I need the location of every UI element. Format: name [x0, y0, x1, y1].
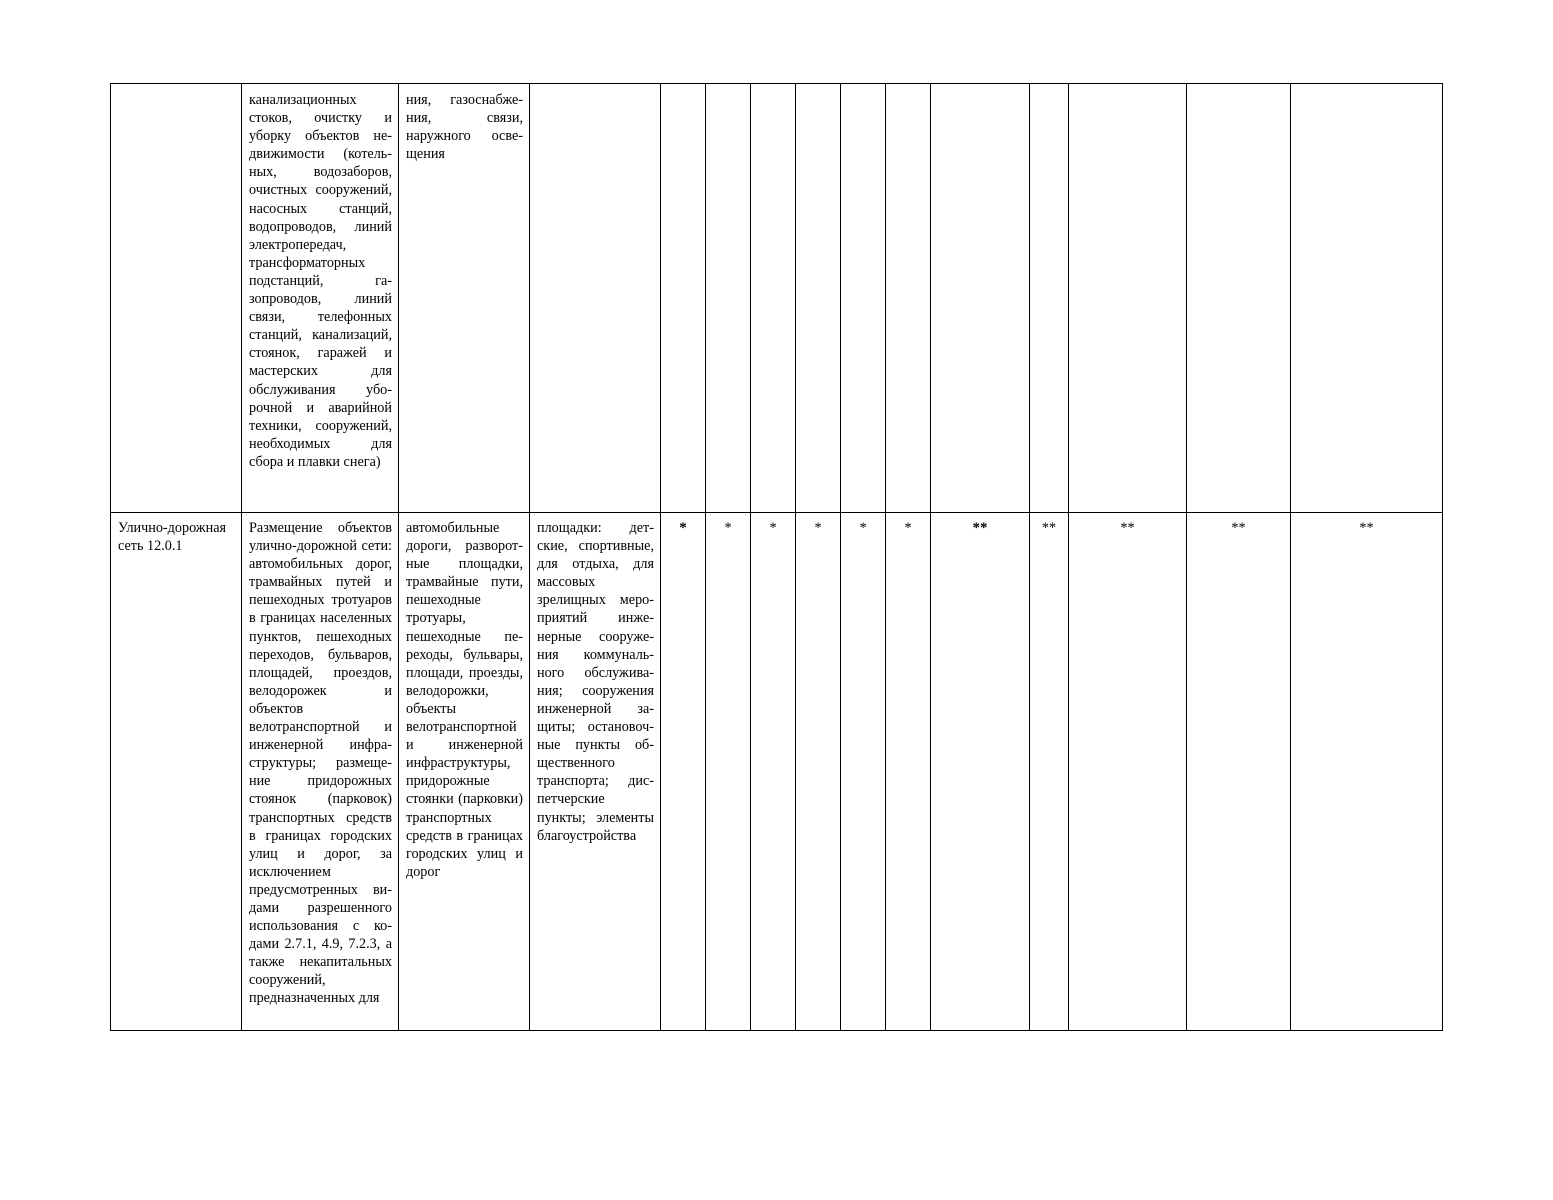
cell-mark: [661, 84, 706, 513]
cell-mark: **: [1187, 513, 1291, 1031]
cell-mark: *: [661, 513, 706, 1031]
cell-mark: [1069, 84, 1187, 513]
cell-mark: [1187, 84, 1291, 513]
cell-main-objects: автомобильные дороги, разворотные площадки, трамвайные пути, пешеходные тротуары, пешеходные переходы, бульвары, площади, проезды, велодорожки, объекты велотранспортной и инженерной инфраструктуры, придорожные стоянки (парковки) транспортных средств в границах городских улиц и дорог: [399, 513, 530, 1031]
cell-use-description: канализационных стоков, очистку и уборку объектов недвижимости (котельных, водозаборов, очистных сооружений, насосных станций, водопроводов, линий электропередач, трансформаторных подстанций, газопроводов, линий связи, телефонных станций, канализаций, стоянок, гаражей и мастерских для обслуживания уборочной и аварийной техники, сооружений, необходимых для сбора и плавки снега): [242, 84, 399, 513]
cell-mark: *: [706, 513, 751, 1031]
cell-mark: **: [1069, 513, 1187, 1031]
cell-mark: [1030, 84, 1069, 513]
zoning-table: [110, 83, 1443, 1031]
cell-mark: *: [796, 513, 841, 1031]
table-row: [111, 513, 1443, 1031]
cell-mark: **: [1030, 513, 1069, 1031]
cell-mark: **: [931, 513, 1030, 1031]
cell-mark: [931, 84, 1030, 513]
cell-mark: **: [1291, 513, 1443, 1031]
cell-mark: [1291, 84, 1443, 513]
cell-mark: *: [751, 513, 796, 1031]
cell-use-name: [111, 84, 242, 513]
cell-mark: [706, 84, 751, 513]
cell-mark: [796, 84, 841, 513]
cell-mark: [841, 84, 886, 513]
cell-use-name: Улично-дорожная сеть 12.0.1: [111, 513, 242, 1031]
cell-main-objects: ния, газоснабжения, связи, наружного освещения: [399, 84, 530, 513]
cell-auxiliary-objects: [530, 84, 661, 513]
cell-mark: *: [886, 513, 931, 1031]
cell-mark: [751, 84, 796, 513]
cell-mark: [886, 84, 931, 513]
cell-use-description: Размещение объектов улично-дорожной сети: автомобильных дорог, трамвайных путей и пешеходных тротуаров в границах населенных пунктов, пешеходных переходов, бульваров, площадей, проездов, велодорожек и объектов велотранспортной и инженерной инфраструктуры; размещение придорожных стоянок (парковок) транспортных средств в границах городских улиц и дорог, за исключением предусмотренных видами разрешенного использования с кодами 2.7.1, 4.9, 7.2.3, а также некапитальных сооружений, предназначенных для: [242, 513, 399, 1031]
cell-mark: *: [841, 513, 886, 1031]
table-row: [111, 84, 1443, 513]
cell-auxiliary-objects: площадки: детские, спортивные, для отдыха, для массовых зрелищных мероприятий инженерные сооружения коммунального обслуживания; сооружения инженерной защиты; остановочные пункты общественного транспорта; диспетчерские пункты; элементы благоустройства: [530, 513, 661, 1031]
